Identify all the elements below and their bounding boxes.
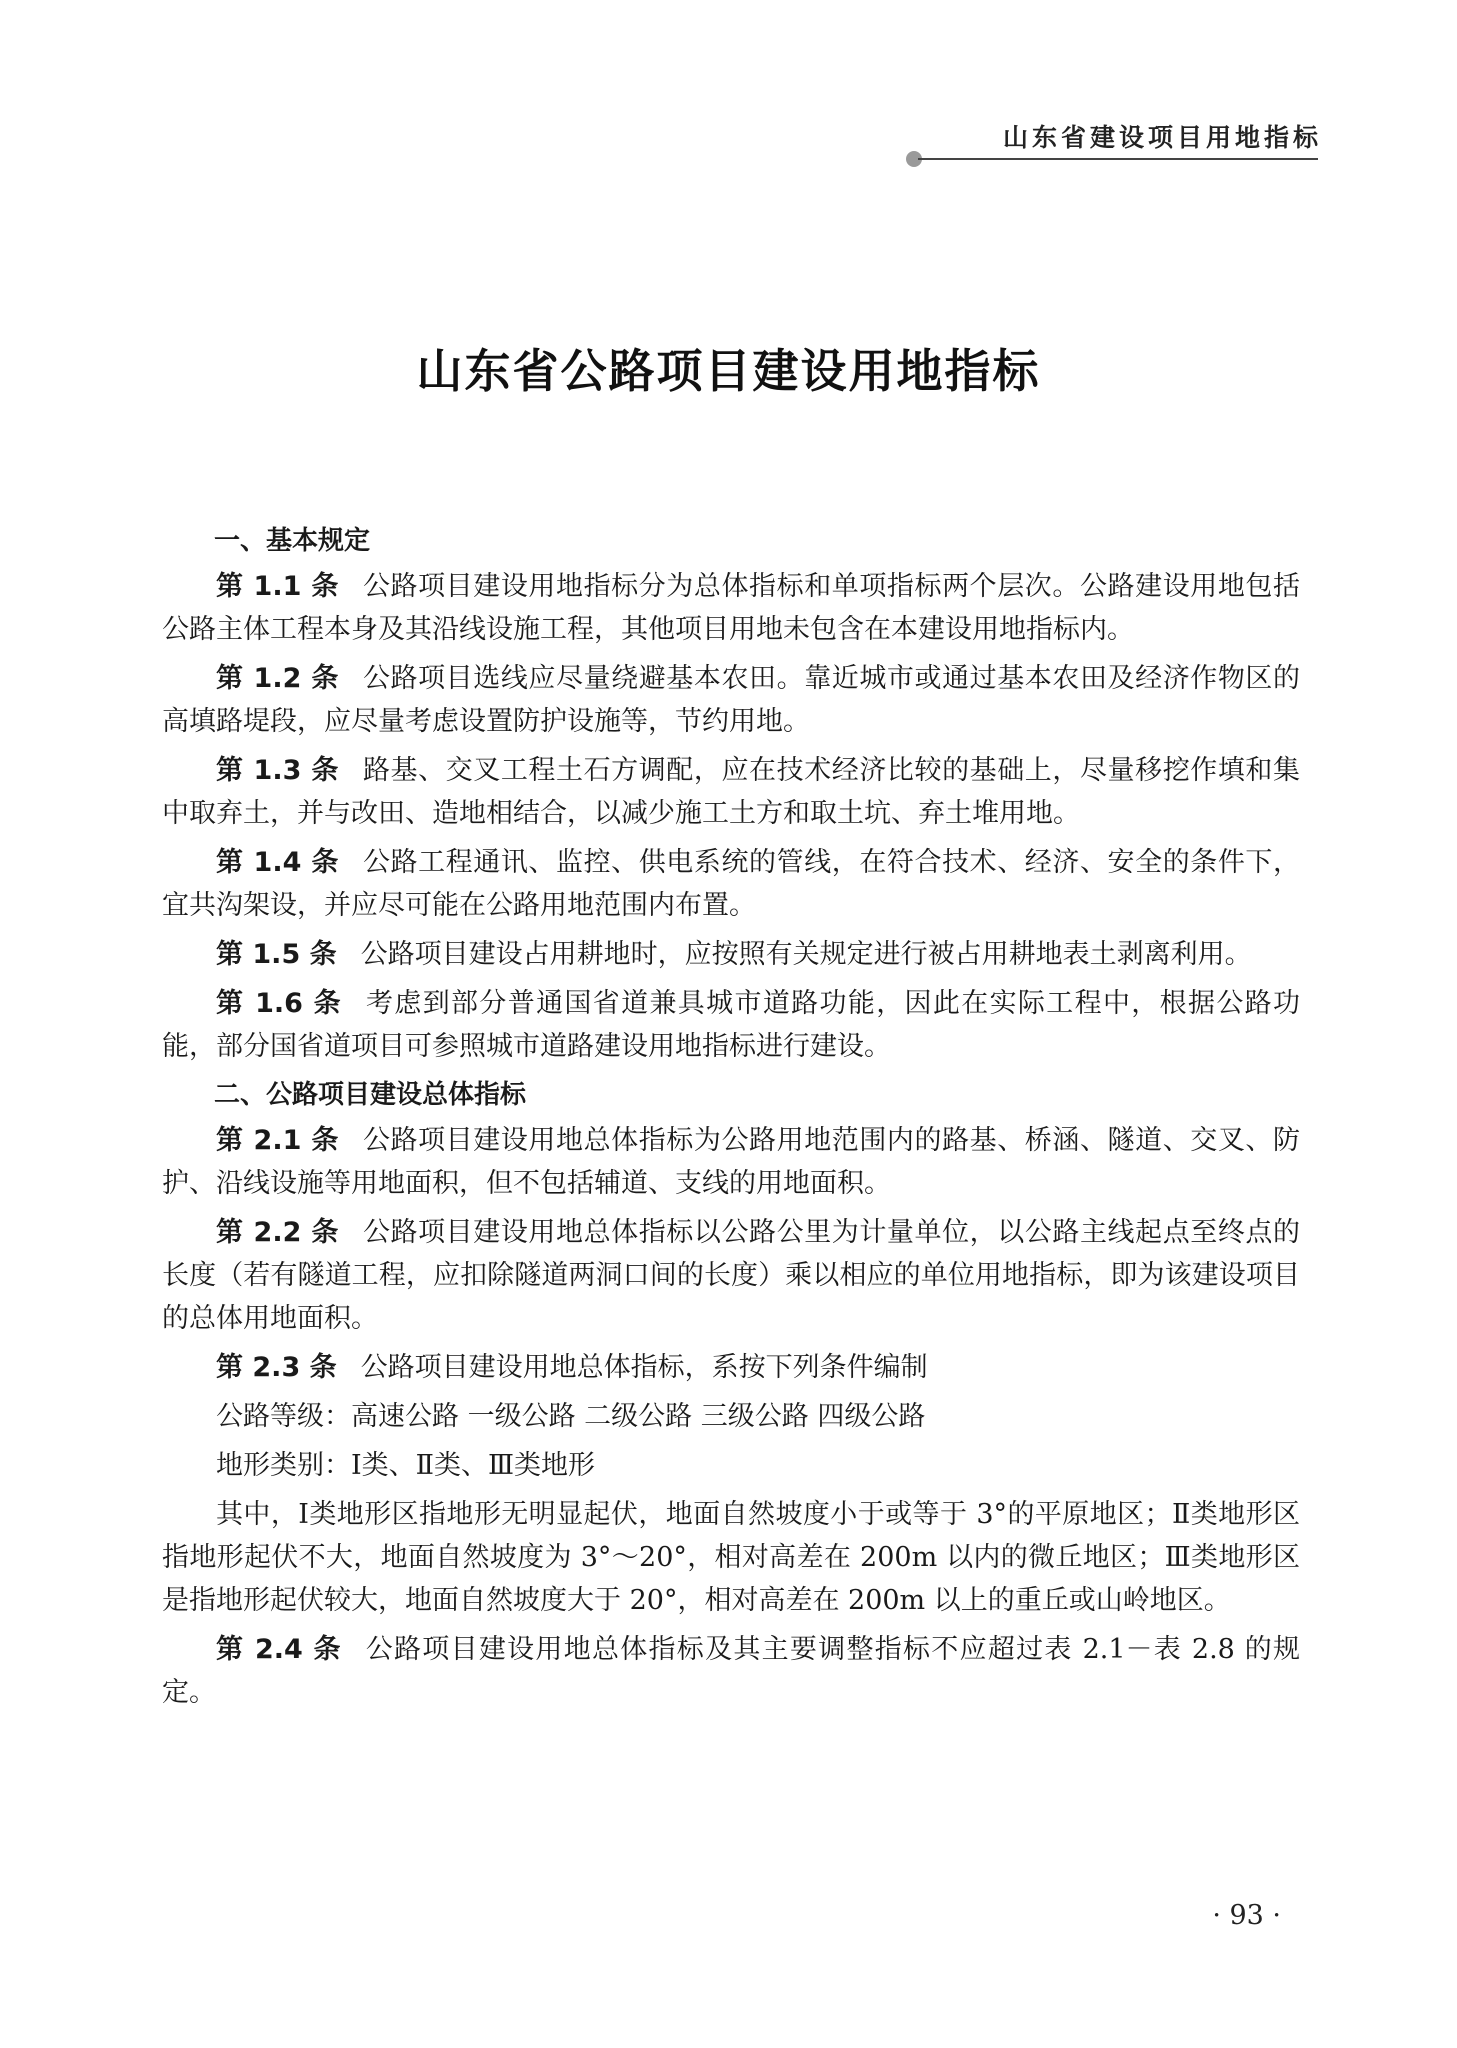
- article-number: 第 1.2 条: [216, 663, 339, 694]
- terrain-definition-paragraph: 其中，Ⅰ类地形区指地形无明显起伏，地面自然坡度小于或等于 3°的平原地区；Ⅱ类地形区指地形起伏不大，地面自然坡度为 3°～20°，相对高差在 200m 以内的微丘地区；Ⅲ类地形区是指地形起伏较大，地面自然坡度大于 20°，相对高差在 200m 以上的重丘或山岭地区。: [162, 1499, 1300, 1616]
- article-number: 第 1.5 条: [216, 939, 337, 970]
- article-paragraph: [162, 1346, 1300, 1389]
- article-text: 公路项目建设用地总体指标及其主要调整指标不应超过表 2.1－表 2.8 的规定。: [162, 1634, 1300, 1708]
- article-number: 第 2.3 条: [216, 1352, 337, 1383]
- article-paragraph: [162, 749, 1300, 835]
- article-text: 公路项目建设用地指标分为总体指标和单项指标两个层次。公路建设用地包括公路主体工程本身及其沿线设施工程，其他项目用地未包含在本建设用地指标内。: [162, 571, 1301, 645]
- article-number: 第 2.1 条: [216, 1125, 339, 1156]
- article-number: 第 1.6 条: [216, 988, 343, 1019]
- article-text: 公路项目建设用地总体指标以公路公里为计量单位，以公路主线起点至终点的长度（若有隧道工程，应扣除隧道两洞口间的长度）乘以相应的单位用地指标，即为该建设项目的总体用地面积。: [162, 1217, 1301, 1334]
- article-text: 公路工程通讯、监控、供电系统的管线，在符合技术、经济、安全的条件下，宜共沟架设，并应尽可能在公路用地范围内布置。: [162, 847, 1301, 921]
- article-text: 考虑到部分普通国省道兼具城市道路功能，因此在实际工程中，根据公路功能，部分国省道项目可参照城市道路建设用地指标进行建设。: [162, 988, 1301, 1062]
- body-text: [162, 520, 1300, 1720]
- running-header: 山东省建设项目用地指标: [1002, 123, 1322, 152]
- article-paragraph: [162, 1119, 1300, 1205]
- road-grade-line: 公路等级：高速公路 一级公路 二级公路 三级公路 四级公路: [216, 1401, 926, 1432]
- article-number: 第 1.3 条: [216, 755, 339, 786]
- article-text: 公路项目建设占用耕地时，应按照有关规定进行被占用耕地表土剥离利用。: [360, 939, 1252, 970]
- article-text: 公路项目建设用地总体指标，系按下列条件编制: [360, 1352, 928, 1383]
- article-number: 第 1.4 条: [216, 847, 339, 878]
- article-number: 第 1.1 条: [216, 571, 339, 602]
- terrain-category-line: 地形类别：Ⅰ类、Ⅱ类、Ⅲ类地形: [216, 1450, 596, 1481]
- article-paragraph: [162, 982, 1300, 1068]
- article-paragraph: [162, 1628, 1300, 1714]
- article-paragraph: [162, 657, 1300, 743]
- article-number: 第 2.2 条: [216, 1217, 339, 1248]
- section-heading: 二、公路项目建设总体指标: [214, 1080, 527, 1110]
- article-text: 公路项目建设用地总体指标为公路用地范围内的路基、桥涵、隧道、交叉、防护、沿线设施等用地面积，但不包括辅道、支线的用地面积。: [162, 1125, 1301, 1199]
- article-text: 路基、交叉工程土石方调配，应在技术经济比较的基础上，尽量移挖作填和集中取弃土，并与改田、造地相结合，以减少施工土方和取土坑、弃土堆用地。: [162, 755, 1301, 829]
- document-title: 山东省公路项目建设用地指标: [416, 344, 1041, 398]
- article-text: 公路项目选线应尽量绕避基本农田。靠近城市或通过基本农田及经济作物区的高填路堤段，应尽量考虑设置防护设施等，节约用地。: [162, 663, 1301, 737]
- page-number: · 93 ·: [1212, 1900, 1281, 1931]
- article-number: 第 2.4 条: [216, 1634, 342, 1665]
- article-paragraph: [162, 565, 1300, 651]
- section-heading: 一、基本规定: [214, 526, 371, 556]
- article-paragraph: [162, 841, 1300, 927]
- article-paragraph: [162, 933, 1300, 976]
- article-paragraph: [162, 1211, 1300, 1340]
- header-rule: [918, 158, 1318, 160]
